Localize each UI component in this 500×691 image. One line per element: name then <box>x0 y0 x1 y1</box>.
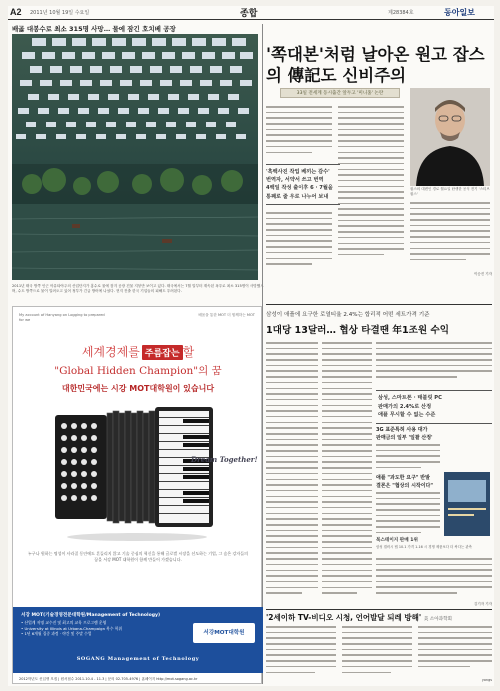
pull-line: 삼성, 스마트폰 · 태블릿 PC <box>378 395 442 401</box>
story2-headline: 1대당 13달러… 협상 타결땐 年1조원 수익 <box>266 325 450 336</box>
ad-benefit-item: • University at Illinois at Urbana-Champaign 복수 학위 <box>21 625 123 631</box>
page-number: A2 <box>10 7 22 17</box>
pull-line: 애플 무시할 수 없는 수준 <box>378 412 436 418</box>
sogang-logo: 서강MOT대학원 <box>193 623 255 643</box>
section-title: 종합 <box>240 9 258 19</box>
book-caption-title: 북스테이지 판매 1위 <box>376 538 418 543</box>
section-rule <box>266 304 492 305</box>
story1-pull-quote <box>266 164 340 205</box>
pull-line: '흑백사진 작업 베끼는 감수' <box>266 169 330 175</box>
page-header <box>8 6 494 20</box>
story3-title: '2세이하 TV-비디오 시청, 언어발달 되레 방해' <box>266 613 422 622</box>
newspaper-brand: 동아일보 <box>444 7 475 17</box>
ad-title-line-1 <box>13 343 263 360</box>
ad-benefit-item: • 산업계 저명 교수진 및 최고의 교육 프로그램 운영 <box>21 620 107 625</box>
story2-byline: 김기자 기자 <box>473 602 492 606</box>
portrait-image <box>410 88 490 186</box>
story1-column-2 <box>338 106 404 272</box>
story2-column-1 <box>266 342 318 604</box>
pull-line: 4백일 작성 출이후 6 · 7월을 <box>266 185 333 192</box>
ad-benefit-item: • 1년 6개월 집중 과정 · 야간 및 주말 수업 <box>21 631 92 637</box>
photo-description: 2011년 태국 방콕 인근 아유타야주의 산업단지가 홍수로 물에 잠겨 공장 건물 지붕만 보이고 있다. 태국에서는 7월 말부터 계속된 폭우로 최소 315명이 사망했으며, 수도 방콕으로 물이 밀려오고 있어 정부가 긴급 방어에 나섰다. 현지 진출 한국 기업들의 피해도 우려된다. <box>12 284 264 294</box>
pull-line: 판매가의 2.4%로 산정 <box>378 403 432 410</box>
story2-column-3 <box>376 342 492 386</box>
story1-column-3 <box>410 202 490 270</box>
advertisement[interactable] <box>12 306 262 684</box>
ad-title-highlight: 주름잡는 <box>142 345 183 360</box>
story2-pull-quote <box>376 390 492 424</box>
portrait-caption: 잡스의 대변인 경로 월요일 탄생한 공식 전기 '스티브 잡스' <box>410 187 490 196</box>
story2-column-4 <box>376 444 440 470</box>
story3-column-2 <box>342 626 412 678</box>
pull-line: 번역자, 서약서 쓰고 번역 <box>266 177 324 184</box>
ad-title-post: 할 <box>182 345 195 359</box>
story2-subhead: 3G 표준특허 사용 대가 <box>376 427 428 433</box>
accordion-illustration <box>47 397 229 547</box>
main-headline: '쪽대본'처럼 날아온 원고 잡스의 傳記도 신비주의 <box>266 45 485 85</box>
flood-photo <box>12 34 258 280</box>
ad-panel-title: 서강 MOT(기술경영전문대학원/Management of Technology) <box>21 613 161 618</box>
ad-info-panel <box>13 607 263 673</box>
steve-jobs-photo <box>410 88 490 186</box>
flood-photo-image <box>12 34 258 280</box>
story2-subhead: 결론은 "협상의 시작이다" <box>376 483 433 489</box>
story2-subhead: 판매금의 일부 '일괄 산정' <box>376 435 433 441</box>
story2-column-5 <box>376 492 440 536</box>
ad-title-line-3: 대한민국에는 시강 MOT대학원이 있습니다 <box>61 384 215 393</box>
ad-small-text-right: 배움을 통한 MOT 더 힘께하는 MOT <box>198 313 255 317</box>
story2-column-2 <box>322 342 372 604</box>
galaxy-tab-photo <box>444 472 490 536</box>
ad-slogan: Dream Together! <box>191 455 258 464</box>
story1-byline: 이승진 기자 <box>473 272 492 276</box>
story3-column-1 <box>266 626 336 678</box>
story3-byline: yongs <box>481 678 492 682</box>
edition-number: 제28384호 <box>388 10 414 16</box>
ad-tagline: SOGANG Management of Technology <box>76 656 200 662</box>
story2-kicker: 삼성이 애플에 요구한 로열티율 2.4%는 합리적 어떤 세트가격 기준 <box>266 312 430 318</box>
ad-title-line-2: "Global Hidden Champion"의 꿈 <box>54 365 222 377</box>
story1-column-1b <box>266 212 332 272</box>
section-rule <box>266 609 492 610</box>
book-caption-text: 삼성 갤럭시 탭 10.1 가격 1-16 시 경쟁 제품보다 더 싸다는 관측 <box>376 545 472 549</box>
story2-column-6 <box>376 558 492 600</box>
story1-column-1 <box>266 106 332 162</box>
ad-title-pre: 세계경제를 <box>81 345 140 359</box>
ad-footer: 2012학년도 신입생 모집 | 원서접수 2011.10.4 - 11.3 | 문의 02-705-4976 | 홈페이지 http://mot.sogang.ac.kr <box>19 677 198 681</box>
ad-benefit-list <box>21 620 122 637</box>
ad-small-text-left: My account of Hanyang on Logging to prepared for we <box>19 313 105 322</box>
photo-headline: 배곯 대봉수로 최소 315명 사망… 물에 잠긴 호치베 공장 <box>12 25 176 33</box>
story3-headline <box>266 612 492 623</box>
newspaper-page <box>8 6 494 686</box>
issue-date: 2011년 10월 19일 수요일 <box>30 10 90 16</box>
story2-subhead: 애플 "과도한 요구" 반발 <box>376 475 430 481</box>
story3-source: 美 소아과학회 <box>423 617 452 622</box>
story3-column-3 <box>418 626 492 676</box>
main-subhead: 33일 전세계 동시출간 앞두고 '미니홈' 논란 <box>280 88 400 98</box>
pull-line: 통째로 줄 우로 나누어 보내 <box>266 193 329 200</box>
ad-description: 누구나 원하는 명성이 사라질 동안에도 흔들리지 않고 기술 중심의 혁신을 통해 글로벌 시장을 선도하는 기업, 그 숨은 강자들의 꿈을 서강 MOT 대학원이 함께 만들어 가겠습니다. <box>28 551 248 562</box>
